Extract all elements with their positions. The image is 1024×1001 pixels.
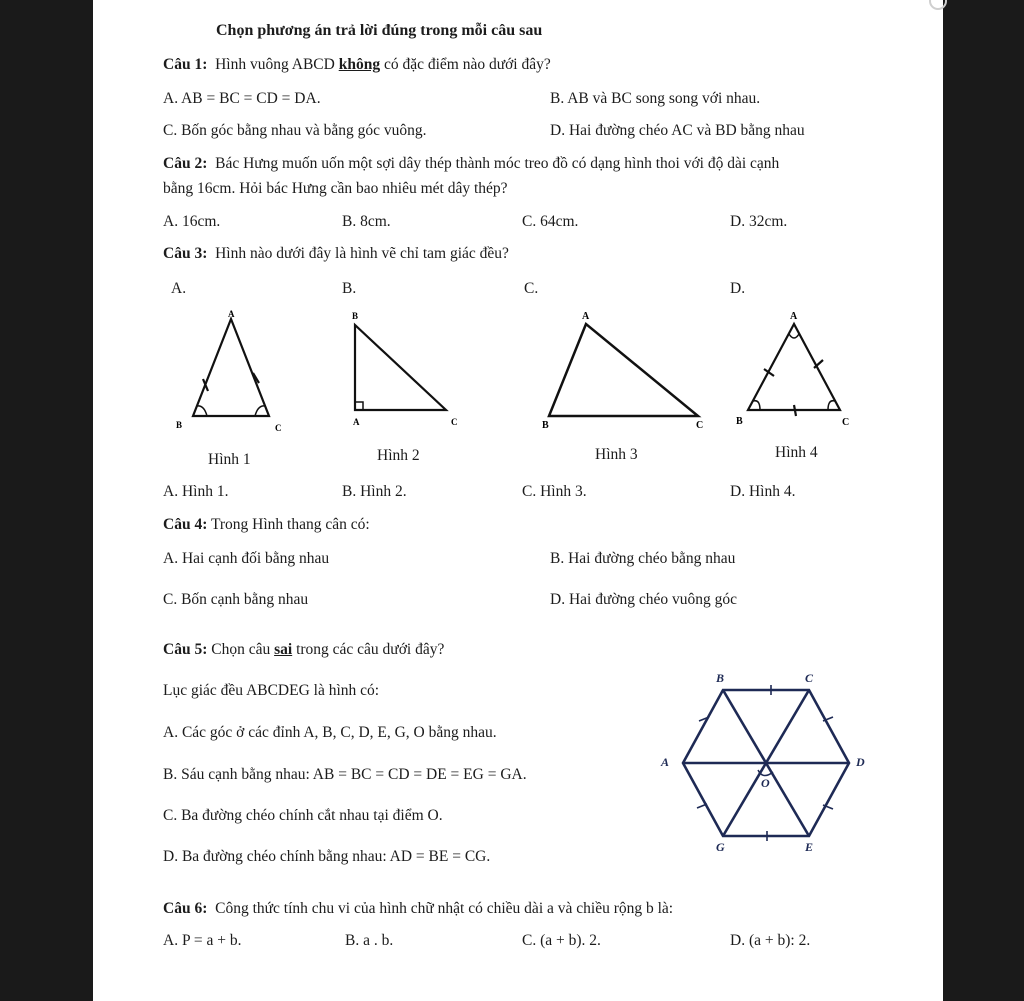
- q6-option-b: B. a . b.: [345, 932, 394, 949]
- fig4-label-a: A: [790, 311, 798, 322]
- q4-option-d: D. Hai đường chéo vuông góc: [550, 591, 738, 608]
- question-2-label: Câu 2:: [163, 155, 208, 172]
- q5-option-b: B. Sáu cạnh bằng nhau: AB = BC = CD = DE = EG = GA.: [163, 766, 527, 783]
- q4-option-a: A. Hai cạnh đối bằng nhau: [163, 550, 330, 567]
- q5-option-d: D. Ba đường chéo chính bằng nhau: AD = BE = CG.: [163, 848, 491, 865]
- q5-emphasis: sai: [274, 641, 293, 658]
- triangle-figure-3: [549, 324, 698, 416]
- q6-option-c: C. (a + b). 2.: [522, 932, 601, 949]
- fig-letter-a: A.: [171, 280, 187, 297]
- fig2-label-a: A: [353, 417, 360, 427]
- q1-option-b: B. AB và BC song song với nhau.: [550, 90, 761, 107]
- hex-label-c: C: [805, 671, 814, 685]
- fig3-label-c: C: [696, 420, 704, 431]
- fig1-label-b: B: [176, 420, 183, 430]
- page-title: Chọn phương án trả lời đúng trong mỗi câu sau: [216, 22, 543, 39]
- question-2-line2: bằng 16cm. Hỏi bác Hưng cần bao nhiêu mét dây thép?: [163, 180, 508, 197]
- question-5: Câu 5: Chọn câu sai trong các câu dưới đây?: [163, 641, 445, 658]
- q2-option-a: A. 16cm.: [163, 213, 221, 230]
- q1-emphasis: không: [338, 56, 381, 73]
- hex-label-e: E: [805, 840, 814, 854]
- q1-option-c: C. Bốn góc bằng nhau và bằng góc vuông.: [163, 122, 427, 139]
- question-1: Câu 1: Hình vuông ABCD không có đặc điểm nào dưới đây?: [163, 56, 551, 73]
- q3-option-b: B. Hình 2.: [342, 483, 407, 500]
- fig4-label-b: B: [736, 416, 743, 427]
- hex-label-d: D: [856, 755, 865, 769]
- hex-label-g: G: [716, 840, 725, 854]
- q1-option-d: D. Hai đường chéo AC và BD bằng nhau: [550, 122, 805, 139]
- hex-label-a: A: [661, 755, 670, 769]
- fig2-label-b: B: [352, 311, 359, 321]
- hexagon-shape: [683, 690, 849, 836]
- fig-letter-b: B.: [342, 280, 357, 297]
- q1-option-a: A. AB = BC = CD = DA.: [163, 90, 321, 107]
- fig-letter-c: C.: [524, 280, 539, 297]
- question-3-label: Câu 3:: [163, 245, 208, 262]
- fig1-label-a: A: [228, 309, 235, 319]
- hex-label-b: B: [716, 671, 725, 685]
- question-5-label: Câu 5:: [163, 641, 208, 658]
- fig-letter-d: D.: [730, 280, 746, 297]
- q4-option-b: B. Hai đường chéo bằng nhau: [550, 550, 736, 567]
- question-6-label: Câu 6:: [163, 900, 208, 917]
- q2-option-b: B. 8cm.: [342, 213, 391, 230]
- worksheet-page: [93, 0, 943, 1001]
- triangle-figure-2: [355, 325, 446, 410]
- corner-circle-icon: [929, 0, 947, 10]
- hexagon-figure: [653, 662, 873, 862]
- fig1-label-c: C: [275, 423, 282, 432]
- fig3-label-b: B: [542, 420, 549, 431]
- q5-intro: Lục giác đều ABCDEG là hình có:: [163, 682, 380, 699]
- question-4-label: Câu 4:: [163, 516, 208, 533]
- question-1-label: Câu 1:: [163, 56, 208, 73]
- caption-hinh-4: Hình 4: [775, 444, 818, 461]
- q5-option-a: A. Các góc ở các đỉnh A, B, C, D, E, G, O bằng nhau.: [163, 724, 497, 741]
- triangle-figure-1: [193, 319, 269, 416]
- q4-option-c: C. Bốn cạnh bằng nhau: [163, 591, 309, 608]
- q6-option-d: D. (a + b): 2.: [730, 932, 811, 949]
- q3-option-d: D. Hình 4.: [730, 483, 796, 500]
- q6-option-a: A. P = a + b.: [163, 932, 242, 949]
- fig3-label-a: A: [582, 311, 590, 322]
- q5-option-c: C. Ba đường chéo chính cắt nhau tại điểm O.: [163, 807, 443, 824]
- q2-option-d: D. 32cm.: [730, 213, 788, 230]
- q2-option-c: C. 64cm.: [522, 213, 579, 230]
- caption-hinh-1: Hình 1: [208, 451, 251, 468]
- caption-hinh-2: Hình 2: [377, 447, 420, 464]
- triangle-figures: [163, 302, 883, 432]
- q3-option-c: C. Hình 3.: [522, 483, 587, 500]
- question-6: Câu 6: Công thức tính chu vi của hình chữ nhật có chiều dài a và chiều rộng b là:: [163, 900, 674, 917]
- fig4-label-c: C: [842, 417, 850, 428]
- question-3: Câu 3: Hình nào dưới đây là hình vẽ chỉ tam giác đều?: [163, 245, 509, 262]
- fig2-label-c: C: [451, 417, 458, 427]
- caption-hinh-3: Hình 3: [595, 446, 638, 463]
- triangle-figure-4: [748, 324, 840, 416]
- question-2: Câu 2: Bác Hưng muốn uốn một sợi dây thép thành móc treo đồ có dạng hình thoi với độ dài cạnh: [163, 155, 780, 172]
- hex-label-o: O: [761, 776, 770, 790]
- question-4: Câu 4: Trong Hình thang cân có:: [163, 516, 370, 533]
- q3-option-a: A. Hình 1.: [163, 483, 229, 500]
